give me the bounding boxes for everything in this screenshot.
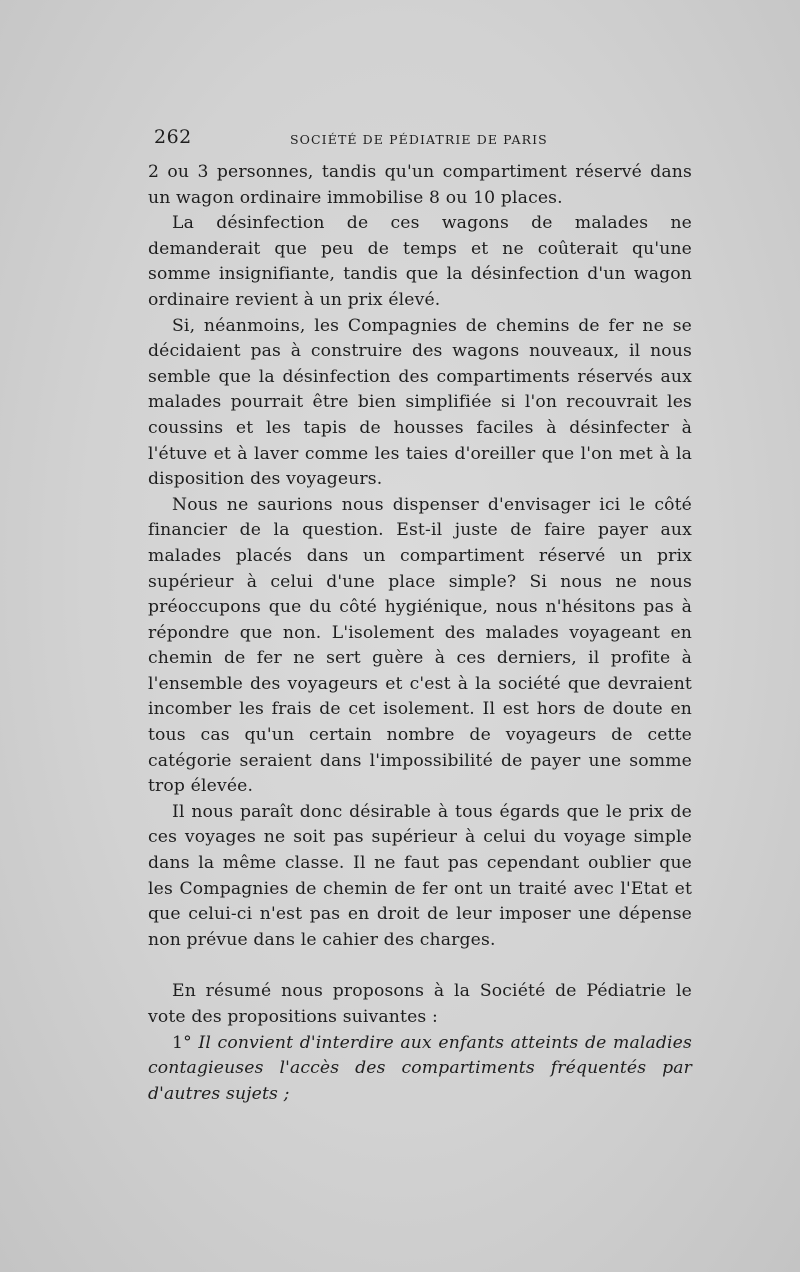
- page-number: 262: [154, 126, 192, 148]
- section-gap: [148, 953, 692, 979]
- page-header: [152, 126, 692, 150]
- proposition-item: [148, 1031, 692, 1108]
- proposition-number: 1°: [172, 1032, 192, 1053]
- paragraph-continuation: 2 ou 3 personnes, tandis qu'un compartiment réservé dans un wagon ordinaire immobilise 8 ou 10 places.: [148, 162, 692, 208]
- proposition-text: Il convient d'interdire aux enfants atteints de maladies contagieuses l'accès des compartiments fréquentés par d'autres sujets ;: [148, 1032, 692, 1104]
- paragraph-price-desirable: Il nous paraît donc désirable à tous égards que le prix de ces voyages ne soit pas supérieur à celui du voyage simple dans la même classe. Il ne faut pas cependant oublier que les Compagnies de chemin de fer ont un traité avec l'Etat et que celui-ci n'est pas en droit de leur imposer une dépense non prévue dans le cahier des charges.: [148, 801, 692, 950]
- paragraph-disinfection-cost: La désinfection de ces wagons de malades ne demanderait que peu de temps et ne coûterait qu'une somme insignifiante, tandis que la désinfection d'un wagon ordinaire revient à un prix élevé.: [148, 213, 692, 310]
- paragraph-summary: En résumé nous proposons à la Société de Pédiatrie le vote des propositions suivantes :: [148, 981, 692, 1027]
- running-title: SOCIÉTÉ DE PÉDIATRIE DE PARIS: [290, 132, 548, 147]
- paragraph-financial-side: Nous ne saurions nous dispenser d'envisager ici le côté financier de la question. Est-il juste de faire payer aux malades placés dans un compartiment réservé un prix supérieur à celui d'une place simple? Si nous ne nous préoccupons que du côté hygiénique, nous n'hésitons pas à répondre que non. L'isolement des malades voyageant en chemin de fer ne sert guère à ces derniers, il profite à l'ensemble des voyageurs et c'est à la société que devraient incomber les frais de cet isolement. Il est hors de doute en tous cas qu'un certain nombre de voyageurs de cette catégorie seraient dans l'impossibilité de payer une somme trop élevée.: [148, 494, 692, 797]
- paragraph-railway-companies: Si, néanmoins, les Compagnies de chemins de fer ne se décidaient pas à construire des wagons nouveaux, il nous semble que la désinfection des compartiments réservés aux malades pourrait être bien simplifiée si l'on recouvrait les coussins et les tapis de housses faciles à désinfecter à l'étuve et à laver comme les taies d'oreiller que l'on met à la disposition des voyageurs.: [148, 315, 692, 490]
- body-text: [148, 160, 692, 1107]
